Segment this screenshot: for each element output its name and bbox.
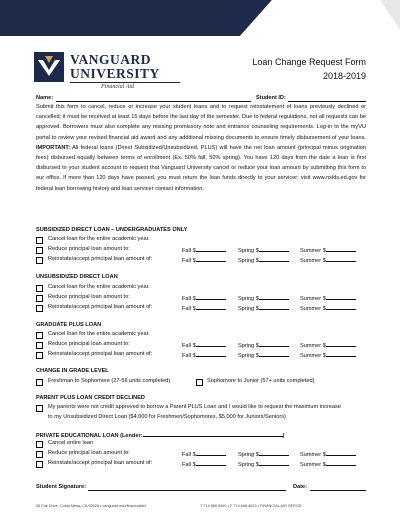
university-logo <box>34 52 180 92</box>
label-sub-cancel: Cancel loan for the entire academic year. <box>48 236 150 242</box>
checkbox-unsub-reinstate[interactable] <box>36 305 43 312</box>
instructions-text-2: All federal loans (Direct Subsidized/Unsubsidized, PLUS) will have the net loan amount (principal minus origination fees) disbursed equally between terms of enrollment (Ex. 50% fall, 50% spring). You have 120 days from the date a loan is first disbursed to your student account to request that Vanguard University cancel or reduce your loan amount by submitting this form to our office. If more than 120 days have passed, you must return the loan funds directly to your servicer; visit www.nslds.ed.gov for federal loan borrowing history and loan servicer contact information. <box>36 144 367 192</box>
form-year: 2018-2019 <box>322 71 366 81</box>
label-gradplus-reduce: Reduce principal loan amount to: <box>48 341 130 347</box>
checkbox-parent-plus-declined[interactable] <box>36 405 43 412</box>
checkbox-gradplus-cancel[interactable] <box>36 332 43 339</box>
label-freshman-to-sophomore: Freshman to Sophomore (27-56 units completed) <box>48 378 171 384</box>
form-title: Loan Change Request Form <box>252 57 366 67</box>
footer-contact: T 714.966.5490 • F 714.668.4623 • FINANCIAL AID OFFICE <box>200 504 302 508</box>
label-private-cancel: Cancel entire loan <box>48 440 94 446</box>
private-reinstate-fall[interactable]: Fall $ <box>182 460 226 468</box>
gradplus-reduce-fall[interactable]: Fall $ <box>182 341 226 349</box>
signature-label: Student Signature: <box>36 484 87 490</box>
logo-line1: VANGUARD <box>70 52 152 67</box>
logo-divider <box>70 82 180 83</box>
checkbox-private-reduce[interactable] <box>36 451 43 458</box>
student-id-label: Student ID: <box>256 95 286 101</box>
section-title-grad-plus: GRADUATE PLUS LOAN <box>36 322 102 328</box>
gradplus-reinstate-summer[interactable]: Summer $ <box>300 351 356 359</box>
unsub-reduce-fall[interactable]: Fall $ <box>182 294 226 302</box>
gradplus-reinstate-spring[interactable]: Spring $ <box>238 351 289 359</box>
label-sophomore-to-junior: Sophomore to Junior (57+ units completed) <box>207 378 315 384</box>
private-reduce-fall[interactable]: Fall $ <box>182 450 226 458</box>
checkbox-gradplus-reduce[interactable] <box>36 342 43 349</box>
label-gradplus-cancel: Cancel loan for the entire academic year. <box>48 331 150 337</box>
private-reduce-spring[interactable]: Spring $ <box>238 450 289 458</box>
label-unsub-reinstate: Reinstate/accept principal loan amount of: <box>48 304 153 310</box>
unsub-reduce-spring[interactable]: Spring $ <box>238 294 289 302</box>
name-label: Name: <box>36 95 54 101</box>
sub-reduce-fall[interactable]: Fall $ <box>182 246 226 254</box>
gradplus-reduce-summer[interactable]: Summer $ <box>300 341 356 349</box>
private-reinstate-spring[interactable]: Spring $ <box>238 460 289 468</box>
private-reinstate-summer[interactable]: Summer $ <box>300 460 356 468</box>
sub-reinstate-summer[interactable]: Summer $ <box>300 256 356 264</box>
label-parent-plus-line2: to my Unsubsidized Direct Loan ($4,000 for Freshmen/Sophomores, $5,000 for Juniors/Seniors) <box>48 414 286 420</box>
logo-subtitle: Financial Aid <box>101 84 135 90</box>
date-field[interactable] <box>310 490 366 491</box>
section-title-parent-plus: PARENT PLUS LOAN CREDIT DECLINED <box>36 395 145 401</box>
sub-reinstate-spring[interactable]: Spring $ <box>238 256 289 264</box>
label-private-reinstate: Reinstate/accept principal loan amount of: <box>48 460 153 466</box>
checkbox-gradplus-reinstate[interactable] <box>36 352 43 359</box>
sub-reinstate-fall[interactable]: Fall $ <box>182 256 226 264</box>
instructions-paragraph <box>36 102 366 194</box>
label-gradplus-reinstate: Reinstate/accept principal loan amount of: <box>48 351 153 357</box>
label-unsub-cancel: Cancel loan for the entire academic year. <box>48 284 150 290</box>
logo-mark-icon <box>34 52 64 82</box>
logo-line2: UNIVERSITY <box>70 66 160 81</box>
gradplus-reduce-spring[interactable]: Spring $ <box>238 341 289 349</box>
checkbox-unsub-reduce[interactable] <box>36 295 43 302</box>
checkbox-sub-reduce[interactable] <box>36 247 43 254</box>
section-title-grade-level: CHANGE IN GRADE LEVEL <box>36 368 109 374</box>
section-title-subsidized: SUBSIDIZED DIRECT LOAN – UNDERGRADUATES ONLY <box>36 227 188 233</box>
unsub-reinstate-summer[interactable]: Summer $ <box>300 304 356 312</box>
sub-reduce-summer[interactable]: Summer $ <box>300 246 356 254</box>
label-sub-reduce: Reduce principal loan amount to: <box>48 246 130 252</box>
instructions-text-1: Submit this form to cancel, reduce or increase your student loans and to request reinstatement of loans previously declined or cancelled; it must be received at least 15 days before the last day of the semester. Due to federal regulations, not all requests can be approved. Borrowers must also complete any missing promissory note and entrance counseling requirements. Log-in to the myVU portal to review your revised financial aid award and any additional missing documents to ensure timely disbursement of your loans. <box>36 104 366 141</box>
footer-address: 55 Fair Drive, Costa Mesa, CA 92626 • vanguard.edu/financialaid <box>36 504 146 508</box>
unsub-reinstate-fall[interactable]: Fall $ <box>182 304 226 312</box>
label-sub-reinstate: Reinstate/accept principal loan amount of: <box>48 256 153 262</box>
unsub-reduce-summer[interactable]: Summer $ <box>300 294 356 302</box>
section-title-private: PRIVATE EDUCATIONAL LOAN (Lender: ) <box>36 433 285 439</box>
checkbox-sub-reinstate[interactable] <box>36 257 43 264</box>
section-title-unsubsidized: UNSUBSIDIZED DIRECT LOAN <box>36 274 118 280</box>
checkbox-unsub-cancel[interactable] <box>36 285 43 292</box>
date-label: Date: <box>293 484 307 490</box>
checkbox-private-reinstate[interactable] <box>36 461 43 468</box>
important-label: IMPORTANT: <box>36 144 71 151</box>
signature-field[interactable] <box>88 490 286 491</box>
gradplus-reinstate-fall[interactable]: Fall $ <box>182 351 226 359</box>
label-parent-plus-line1: My parents were not credit approved to borrow a Parent PLUS Loan and I would like to request the maximum increase <box>48 404 341 410</box>
top-banner <box>0 0 400 36</box>
unsub-reinstate-spring[interactable]: Spring $ <box>238 304 289 312</box>
checkbox-sophomore-to-junior[interactable] <box>196 379 203 386</box>
private-reduce-summer[interactable]: Summer $ <box>300 450 356 458</box>
checkbox-private-cancel[interactable] <box>36 441 43 448</box>
label-unsub-reduce: Reduce principal loan amount to: <box>48 294 130 300</box>
label-private-reduce: Reduce principal loan amount to: <box>48 450 130 456</box>
checkbox-freshman-to-sophomore[interactable] <box>36 379 43 386</box>
sub-reduce-spring[interactable]: Spring $ <box>238 246 289 254</box>
checkbox-sub-cancel[interactable] <box>36 237 43 244</box>
